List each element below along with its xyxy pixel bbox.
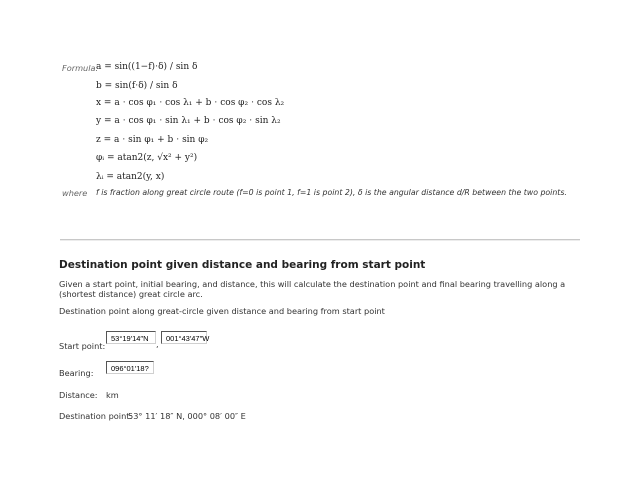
- formula-line-x: x = a ⋅ cos φ₁ ⋅ cos λ₁ + b ⋅ cos φ₂ ⋅ cos λ₂: [96, 98, 285, 108]
- formula-line-b: b = sin(f⋅δ) / sin δ: [96, 81, 178, 91]
- destination-label: Destination point:: [59, 411, 133, 421]
- formula-line-phi: φᵢ = atan2(z, √x² + y²): [96, 153, 198, 163]
- where-label: where: [62, 188, 88, 198]
- where-description: f is fraction along great circle route (f=0 is point 1, f=1 is point 2), δ is the angular distance d/R between the two points.: [96, 188, 567, 197]
- formula-line-y: y = a ⋅ cos φ₁ ⋅ sin λ₁ + b ⋅ cos φ₂ ⋅ sin λ₂: [96, 116, 281, 126]
- section-subheading: Destination point along great-circle given distance and bearing from start point: [59, 306, 385, 316]
- formula-label: Formula:: [62, 63, 99, 73]
- coordinate-separator: ,: [156, 339, 159, 349]
- distance-unit: km: [106, 390, 119, 400]
- destination-value: 53° 11′ 18″ N, 000° 08′ 00″ E: [128, 411, 246, 421]
- section-divider: [60, 239, 580, 241]
- section-intro: Given a start point, initial bearing, and distance, this will calculate the destination point and final bearing travelling along a (shortest distance) great circle arc.: [59, 279, 566, 299]
- start-point-label: Start point:: [59, 341, 106, 351]
- section-heading: Destination point given distance and bearing from start point: [59, 259, 426, 271]
- formula-line-lambda: λᵢ = atan2(y, x): [96, 172, 165, 182]
- bearing-label: Bearing:: [59, 368, 94, 378]
- start-longitude-input[interactable]: 001°43′47″W: [161, 331, 207, 344]
- formula-line-z: z = a ⋅ sin φ₁ + b ⋅ sin φ₂: [96, 135, 209, 145]
- formula-line-a: a = sin((1−f)⋅δ) / sin δ: [96, 62, 198, 72]
- bearing-input[interactable]: 096°01′18?: [106, 361, 154, 374]
- distance-label: Distance:: [59, 390, 98, 400]
- start-latitude-input[interactable]: 53°19′14″N: [106, 331, 156, 344]
